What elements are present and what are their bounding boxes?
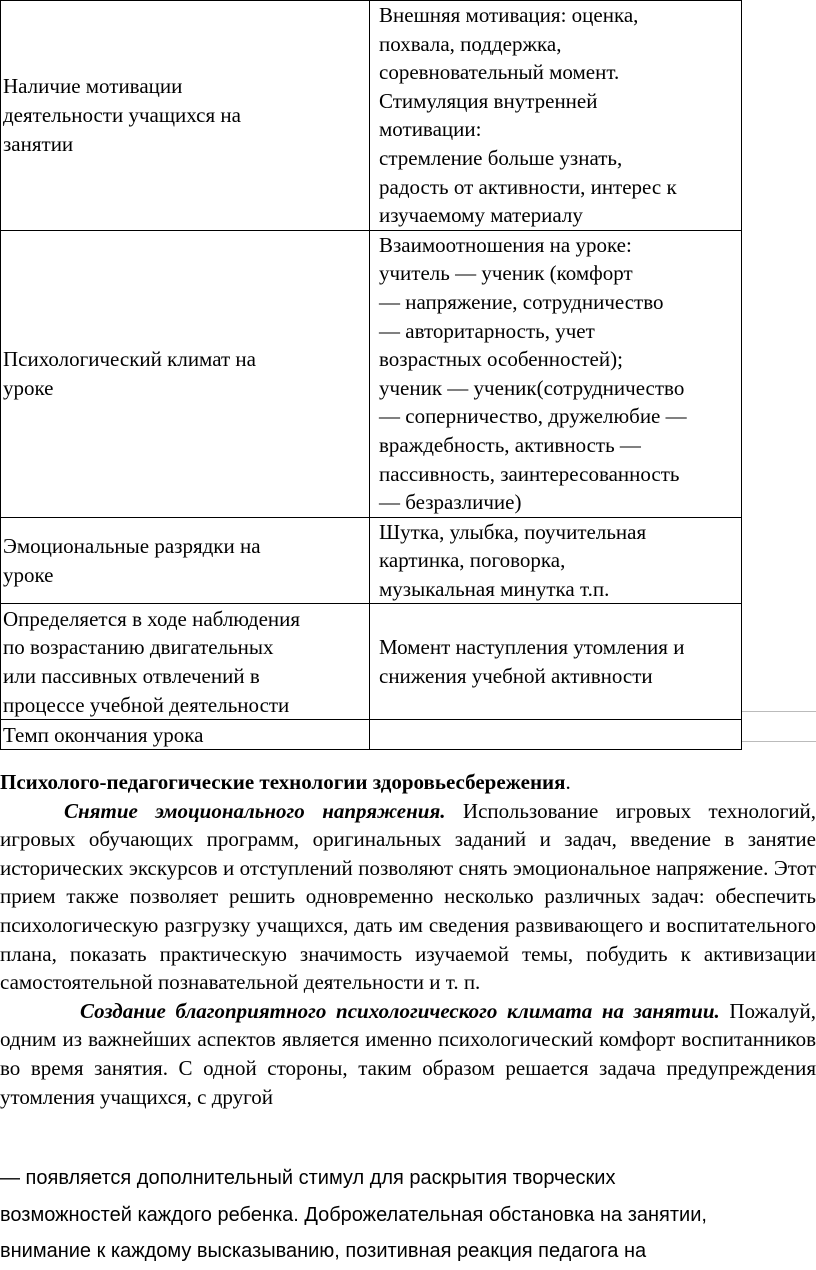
cell-text: похвала, поддержка, xyxy=(379,31,562,56)
paragraph-title: Создание благоприятного психологического климата на занятии. xyxy=(80,998,720,1023)
cell-text: — авторитарность, учет xyxy=(379,318,595,343)
cell-text: снижения учебной активности xyxy=(379,663,653,688)
cell-text: музыкальная минутка т.п. xyxy=(379,576,610,601)
cell-text: ученик — ученик(сотрудничество xyxy=(379,375,685,400)
cell-text: соревновательный момент. xyxy=(379,60,620,85)
cell-text: Психологический климат на xyxy=(3,347,256,372)
continuation-text xyxy=(0,1160,816,1270)
table-row xyxy=(1,604,742,720)
table-border-extension xyxy=(742,741,816,742)
table-border-extension xyxy=(742,711,816,712)
cell-text: Шутка, улыбка, поучительная xyxy=(379,519,647,544)
table-row xyxy=(1,517,742,604)
cell-text: изучаемому материалу xyxy=(379,203,583,228)
cell-text: пассивность, заинтересованность xyxy=(379,461,680,486)
cell-text: картинка, поговорка, xyxy=(379,548,566,573)
table-cell-criterion xyxy=(1,517,370,604)
text-line: — появляется дополнительный стимул для раскрытия творческих xyxy=(0,1167,616,1189)
article-body xyxy=(0,768,816,1111)
table-cell-criterion xyxy=(1,1,370,231)
cell-text: процессе учебной деятельности xyxy=(3,692,290,717)
cell-text: уроке xyxy=(3,375,54,400)
table-row xyxy=(1,230,742,517)
cell-text: Внешняя мотивация: оценка, xyxy=(379,3,639,27)
table-cell-criterion xyxy=(1,720,370,750)
table-row xyxy=(1,720,742,750)
paragraph xyxy=(0,997,816,1111)
paragraph-title: Снятие эмоционального напряжения. xyxy=(64,798,446,823)
cell-text: Стимуляция внутренней xyxy=(379,88,598,113)
table-cell-description xyxy=(370,1,742,231)
cell-text: уроке xyxy=(3,562,54,587)
cell-text: — напряжение, сотрудничество xyxy=(379,289,664,314)
table-cell-criterion xyxy=(1,230,370,517)
cell-text: Взаимоотношения на уроке: xyxy=(379,232,632,257)
cell-text: стремление больше узнать, xyxy=(379,145,623,170)
text-line: внимание к каждому высказыванию, позитивная реакция педагога на xyxy=(0,1240,647,1262)
table-row xyxy=(1,1,742,231)
cell-text: учитель — ученик (комфорт xyxy=(379,261,633,286)
paragraph xyxy=(0,797,816,997)
cell-text: Наличие мотивации xyxy=(3,74,183,99)
text-line: возможностей каждого ребенка. Доброжелательная обстановка на занятии, xyxy=(0,1203,707,1226)
cell-text: деятельности учащихся на xyxy=(3,103,241,128)
cell-text: — соперничество, дружелюбие — xyxy=(379,404,687,429)
heading-text: Психолого-педагогические технологии здоровьесбережения xyxy=(0,770,566,794)
cell-text: по возрастанию двигательных xyxy=(3,635,274,660)
cell-text: Эмоциональные разрядки на xyxy=(3,533,261,558)
table-cell-description xyxy=(370,517,742,604)
paragraph-text: Пожалуй, одним из важнейших аспектов является именно психологический комфорт воспитанников во время занятия. С одной стороны, таким образом решается задача предупреждения утомления учащихся, с другой xyxy=(0,998,816,1109)
cell-text: враждебность, активность — xyxy=(379,432,641,457)
cell-text: мотивации: xyxy=(379,117,482,142)
cell-text: занятии xyxy=(3,131,74,156)
table-cell-criterion xyxy=(1,604,370,720)
cell-text: — безразличие) xyxy=(379,490,522,515)
cell-text: возрастных особенностей); xyxy=(379,347,623,372)
cell-text: радость от активности, интерес к xyxy=(379,174,677,199)
cell-text: Определяется в ходе наблюдения xyxy=(3,606,301,631)
cell-text: или пассивных отвлечений в xyxy=(3,663,260,688)
table-cell-description xyxy=(370,720,742,750)
paragraph-text: Использование игровых технологий, игровых обучающих программ, оригинальных заданий и задач, введение в занятие исторических экскурсов и отступлений позволяют снять эмоциональное напряжение. Этот прием также позволяет решить одновременно несколько различных задач: обеспечить психологическую разгрузку учащихся, дать им сведения развивающего и воспитательного плана, показать практическую значимость изучаемой темы, побудить к активизации самостоятельной познавательной деятельности и т. п. xyxy=(0,798,816,995)
table-cell-description xyxy=(370,230,742,517)
table-cell-description xyxy=(370,604,742,720)
heading-period: . xyxy=(565,770,571,794)
section-heading xyxy=(0,768,816,797)
cell-text: Темп окончания урока xyxy=(3,722,204,747)
cell-text: Момент наступления утомления и xyxy=(379,635,685,660)
